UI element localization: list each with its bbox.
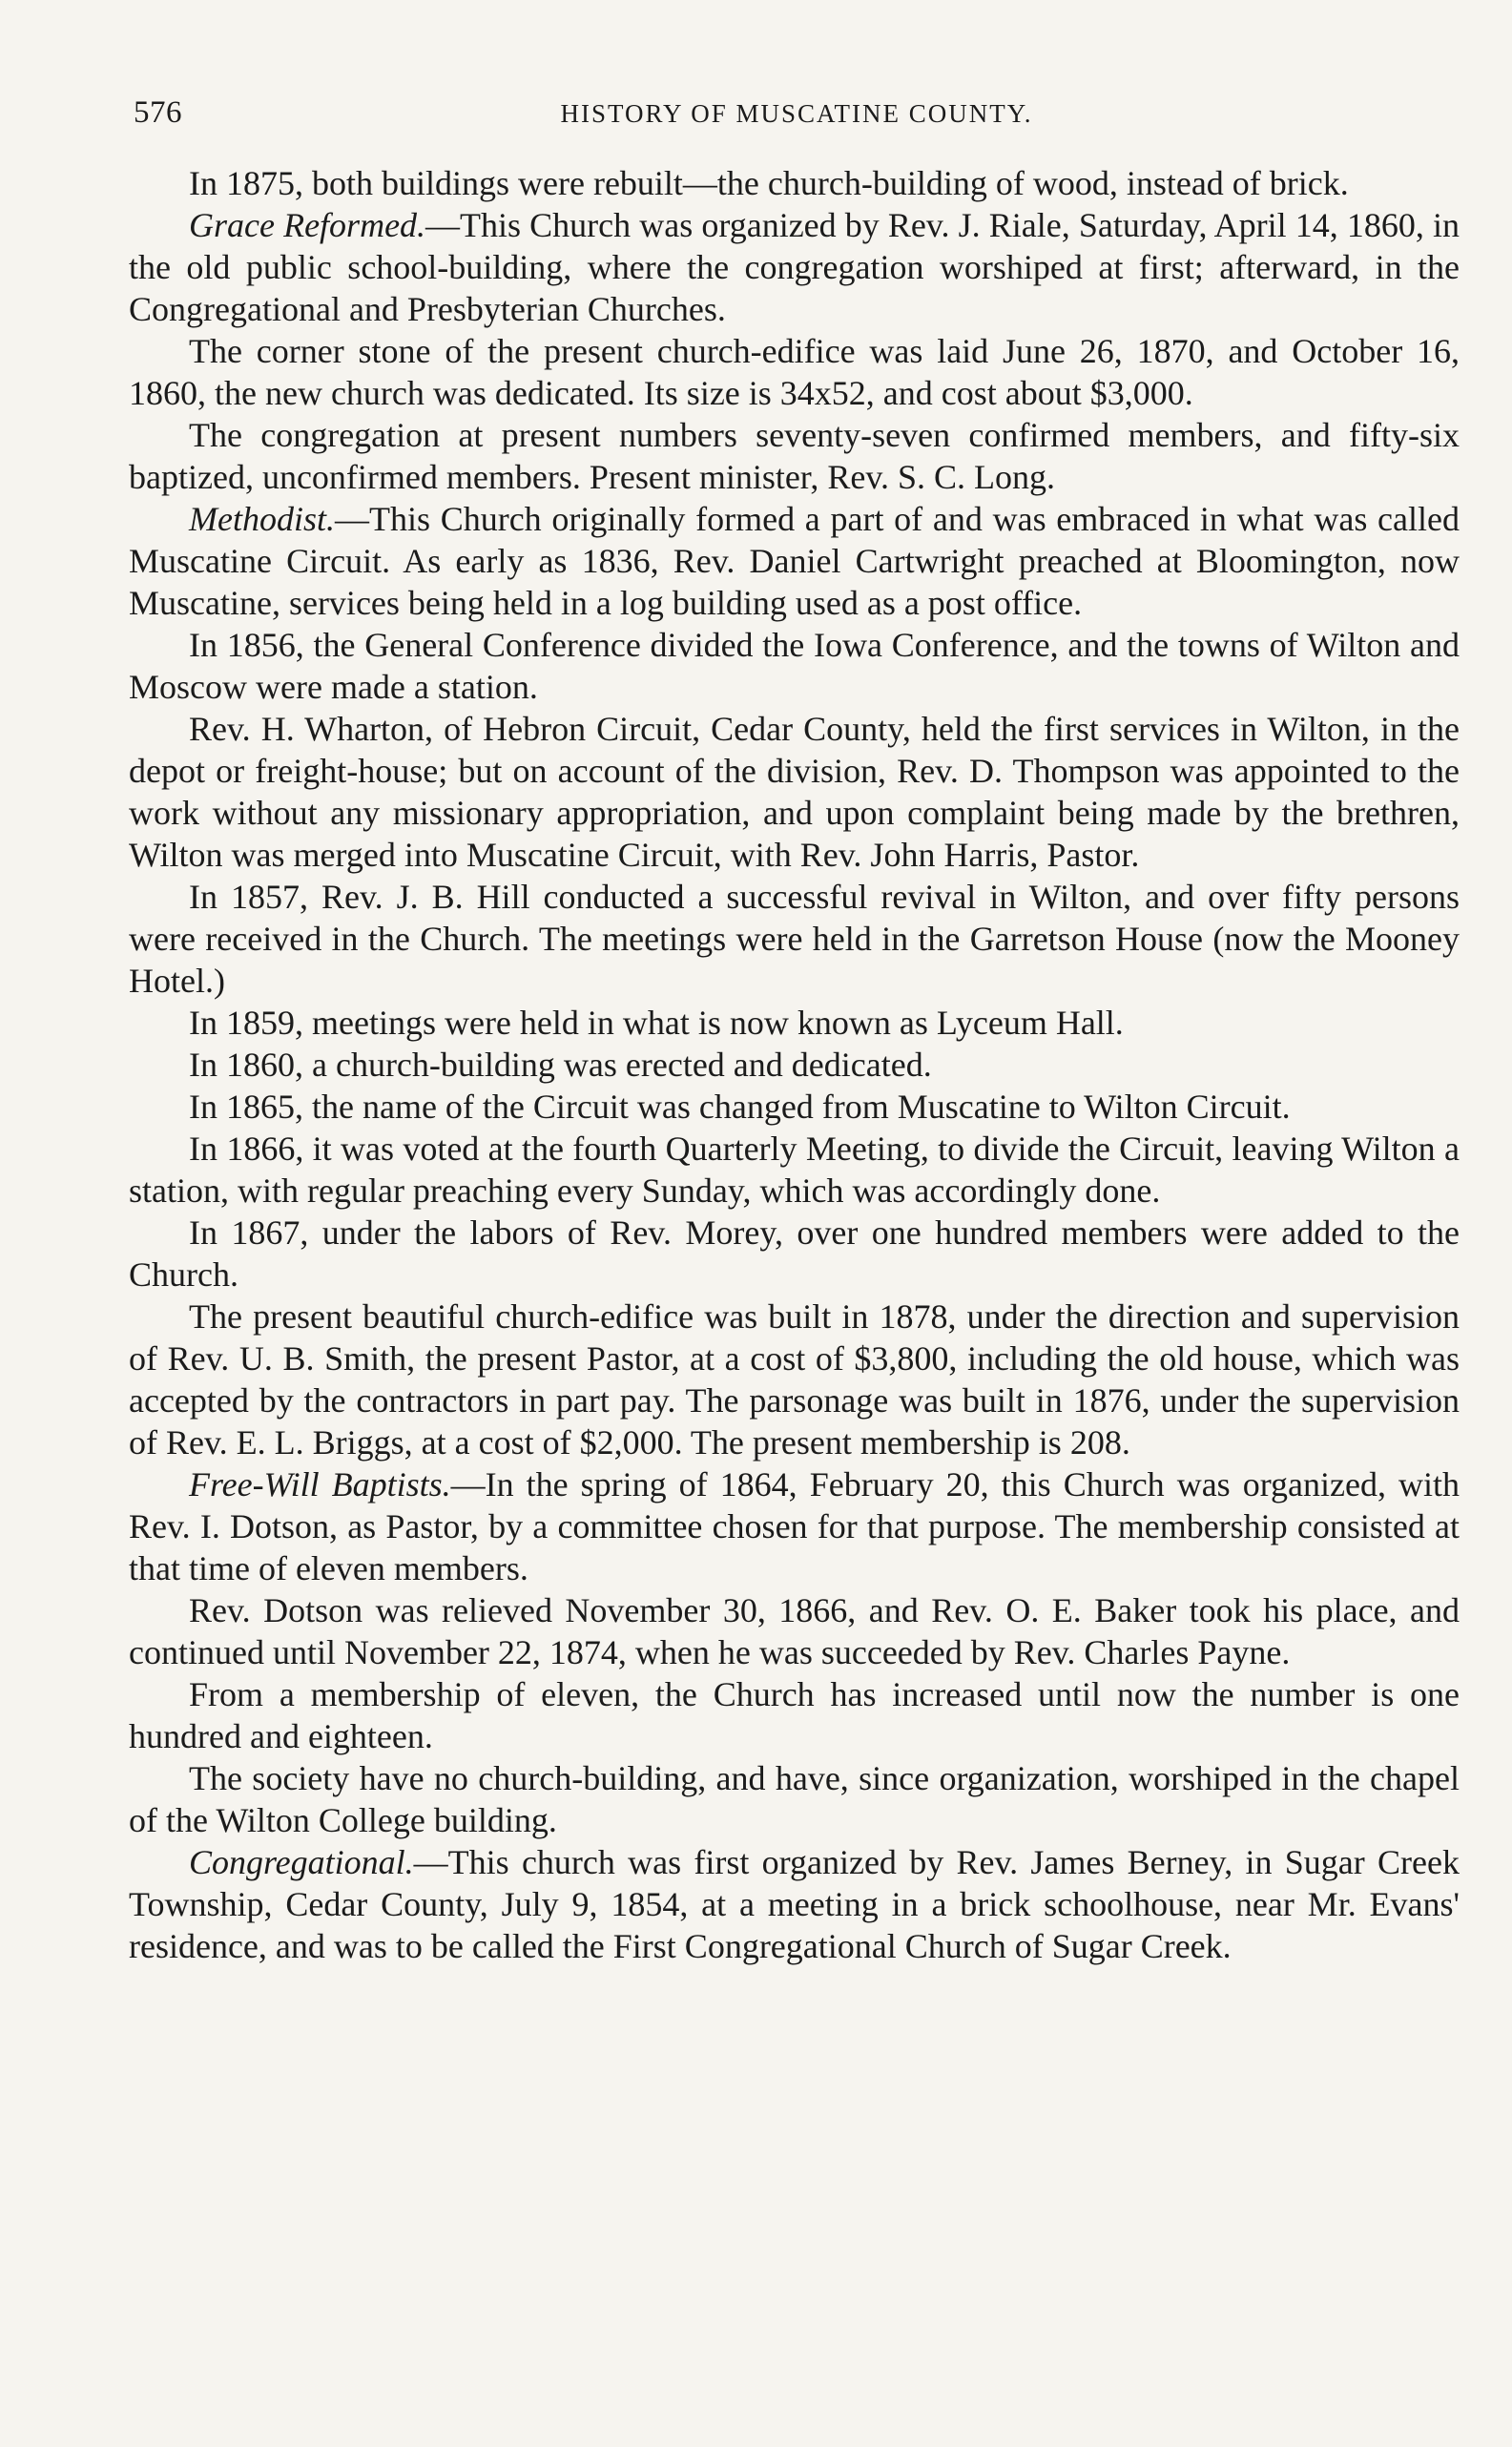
- paragraph: [129, 1002, 1460, 1044]
- section-heading: Methodist.: [189, 500, 335, 538]
- paragraph: [129, 1086, 1460, 1128]
- page-number: 576: [134, 95, 182, 130]
- paragraph-text: From a membership of eleven, the Church has increased until now the number is one hundred and eighteen.: [129, 1675, 1460, 1755]
- paragraph-text: The corner stone of the present church-edifice was laid June 26, 1870, and October 16, 1860, the new church was dedicated. Its size is 34x52, and cost about $3,000.: [129, 332, 1460, 412]
- paragraph-text: —This church was first organized by Rev. James Berney, in Sugar Creek Township, Cedar County, July 9, 1854, at a meeting in a brick schoolhouse, near Mr. Evans' residence, and was to be called the First Congregational Church of Sugar Creek.: [129, 1843, 1460, 1965]
- paragraph: [129, 1841, 1460, 1967]
- paragraph: [129, 1589, 1460, 1673]
- paragraph-text: —In the spring of 1864, February 20, this Church was organized, with Rev. I. Dotson, as Pastor, by a committee chosen for that purpose. The membership consisted at that time of eleven members.: [129, 1465, 1460, 1587]
- paragraph-text: In 1865, the name of the Circuit was changed from Muscatine to Wilton Circuit.: [189, 1088, 1291, 1126]
- paragraph-text: The society have no church-building, and have, since organization, worshiped in the chapel of the Wilton College building.: [129, 1759, 1460, 1839]
- paragraph-text: —This Church originally formed a part of and was embraced in what was called Muscatine Circuit. As early as 1836, Rev. Daniel Cartwright preached at Bloomington, now Muscatine, services being held in a log building used as a post office.: [129, 500, 1460, 622]
- section-heading: Congregational.: [189, 1843, 414, 1881]
- paragraph-text: The congregation at present numbers seventy-seven confirmed members, and fifty-six baptized, unconfirmed members. Present minister, Rev. S. C. Long.: [129, 416, 1460, 496]
- paragraph: [129, 876, 1460, 1002]
- paragraph-text: Rev. Dotson was relieved November 30, 1866, and Rev. O. E. Baker took his place, and continued until November 22, 1874, when he was succeeded by Rev. Charles Payne.: [129, 1591, 1460, 1671]
- paragraph-text: In 1866, it was voted at the fourth Quarterly Meeting, to divide the Circuit, leaving Wilton a station, with regular preaching every Sunday, which was accordingly done.: [129, 1130, 1460, 1210]
- paragraph: [129, 162, 1460, 204]
- paragraph: [129, 498, 1460, 624]
- paragraph-text: In 1875, both buildings were rebuilt—the church-building of wood, instead of brick.: [189, 164, 1349, 202]
- paragraph: [129, 330, 1460, 414]
- paragraph: [129, 708, 1460, 876]
- paragraph: [129, 204, 1460, 330]
- paragraph-text: In 1860, a church-building was erected and dedicated.: [189, 1046, 932, 1084]
- paragraph: [129, 1673, 1460, 1757]
- paragraph-text: The present beautiful church-edifice was built in 1878, under the direction and supervision of Rev. U. B. Smith, the present Pastor, at a cost of $3,800, including the old house, which was accepted by the contractors in part pay. The parsonage was built in 1876, under the supervision of Rev. E. L. Briggs, at a cost of $2,000. The present membership is 208.: [129, 1297, 1460, 1462]
- paragraph-text: In 1859, meetings were held in what is now known as Lyceum Hall.: [189, 1004, 1124, 1042]
- paragraph: [129, 1044, 1460, 1086]
- paragraph-text: In 1856, the General Conference divided the Iowa Conference, and the towns of Wilton and Moscow were made a station.: [129, 626, 1460, 706]
- paragraph: [129, 1757, 1460, 1841]
- paragraph: [129, 414, 1460, 498]
- body-text: [129, 162, 1460, 1967]
- paragraph: [129, 1128, 1460, 1212]
- paragraph: [129, 1463, 1460, 1589]
- paragraph-text: In 1857, Rev. J. B. Hill conducted a successful revival in Wilton, and over fifty persons were received in the Church. The meetings were held in the Garretson House (now the Mooney Hotel.): [129, 878, 1460, 1000]
- paragraph: [129, 1296, 1460, 1463]
- paragraph-text: Rev. H. Wharton, of Hebron Circuit, Cedar County, held the first services in Wilton, in the depot or freight-house; but on account of the division, Rev. D. Thompson was appointed to the work without any missionary appropriation, and upon complaint being made by the brethren, Wilton was merged into Muscatine Circuit, with Rev. John Harris, Pastor.: [129, 710, 1460, 874]
- running-title: HISTORY OF MUSCATINE COUNTY.: [560, 99, 1033, 128]
- paragraph: [129, 1212, 1460, 1296]
- page-header: [129, 88, 1464, 145]
- paragraph-text: —This Church was organized by Rev. J. Riale, Saturday, April 14, 1860, in the old public school-building, where the congregation worshiped at first; afterward, in the Congregational and Presbyterian Churches.: [129, 206, 1460, 328]
- paragraph-text: In 1867, under the labors of Rev. Morey, over one hundred members were added to the Church.: [129, 1213, 1460, 1294]
- section-heading: Free-Will Baptists.: [189, 1465, 451, 1503]
- paragraph: [129, 624, 1460, 708]
- section-heading: Grace Reformed.: [189, 206, 426, 244]
